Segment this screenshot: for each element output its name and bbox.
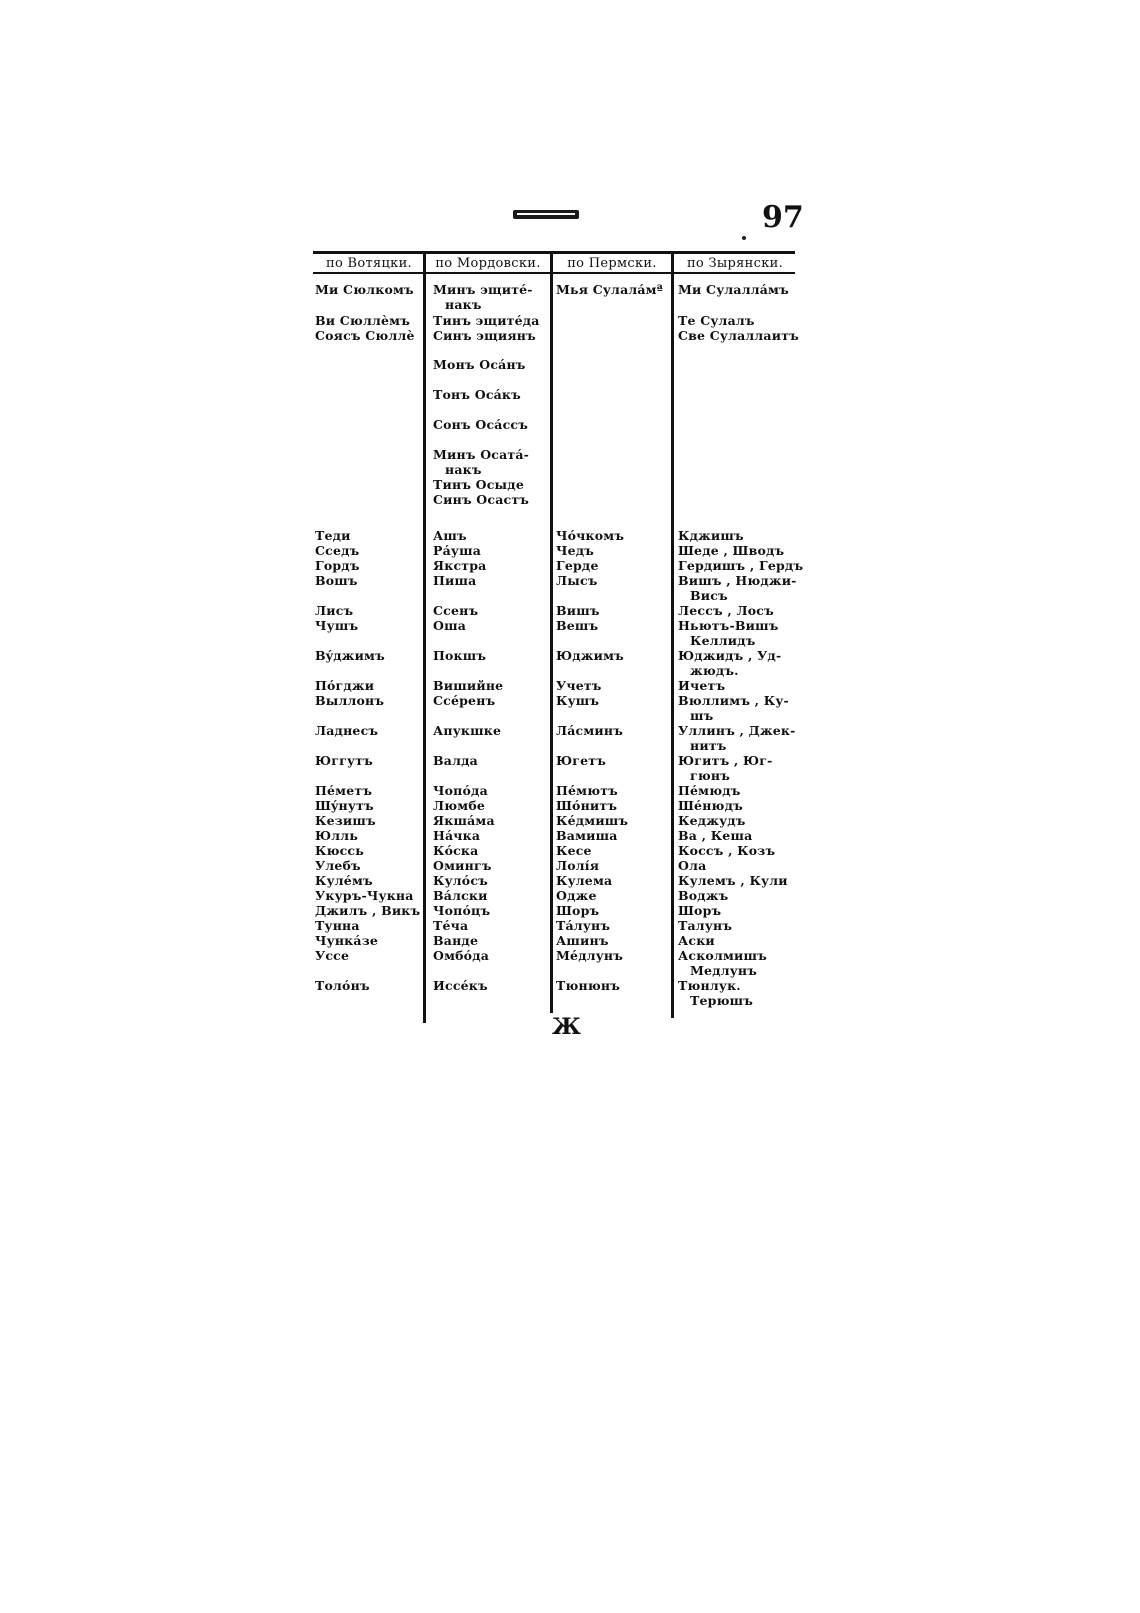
cell-votyak: Ладнесъ bbox=[315, 723, 379, 738]
cell-perm: Герде bbox=[556, 558, 599, 573]
cell-zyryan: Те Сулалъ bbox=[678, 313, 755, 328]
cell-mordva: Иссéкъ bbox=[433, 978, 488, 993]
cell-mordva: Якстра bbox=[433, 558, 487, 573]
cell-votyak: Юлль bbox=[315, 828, 358, 843]
cell-mordva: Чопóцъ bbox=[433, 903, 491, 918]
cell-mordva: Вáлски bbox=[433, 888, 488, 903]
cell-zyryan: Ми Сулаллáмъ bbox=[678, 282, 789, 297]
cell-mordva: Монъ Осáнъ bbox=[433, 357, 526, 372]
cell-mordva: Ашъ bbox=[433, 528, 467, 543]
cell-mordva: Минъ Осатá- bbox=[433, 447, 530, 462]
cell-perm: Кесе bbox=[556, 843, 592, 858]
cell-perm: Чедъ bbox=[556, 543, 595, 558]
cell-mordva: Валда bbox=[433, 753, 478, 768]
cell-zyryan: Асколмишъ bbox=[678, 948, 767, 963]
cell-perm: Учетъ bbox=[556, 678, 602, 693]
cell-mordva: Вишийне bbox=[433, 678, 504, 693]
cell-zyryan: Шéнюдъ bbox=[678, 798, 743, 813]
cell-mordva: Ванде bbox=[433, 933, 479, 948]
cell-zyryan: жюдъ. bbox=[690, 663, 739, 678]
cell-votyak: Кулéмъ bbox=[315, 873, 373, 888]
cell-zyryan: Аски bbox=[678, 933, 715, 948]
cell-perm: Чóчкомъ bbox=[556, 528, 625, 543]
cell-mordva: Синъ Осастъ bbox=[433, 492, 530, 507]
cell-zyryan: Вюллимъ , Ку- bbox=[678, 693, 789, 708]
cell-votyak: Тунна bbox=[315, 918, 360, 933]
cell-votyak: Соясъ Сюллè bbox=[315, 328, 415, 343]
cell-perm: Одже bbox=[556, 888, 597, 903]
cell-zyryan: Талунъ bbox=[678, 918, 733, 933]
cell-zyryan: гюнъ bbox=[690, 768, 731, 783]
cell-perm: Лысъ bbox=[556, 573, 598, 588]
column-divider bbox=[423, 253, 426, 1023]
cell-votyak: Пóгджи bbox=[315, 678, 375, 693]
page-number: 97 bbox=[762, 200, 804, 235]
cell-votyak: Гордъ bbox=[315, 558, 360, 573]
cell-zyryan: Гердишъ , Гердъ bbox=[678, 558, 804, 573]
cell-votyak: Выллонъ bbox=[315, 693, 385, 708]
cell-mordva: Ссéренъ bbox=[433, 693, 496, 708]
column-header-zyryan: по Зырянски. bbox=[686, 256, 784, 271]
cell-mordva: Тéча bbox=[433, 918, 469, 933]
cell-votyak: Ви Сюллèмъ bbox=[315, 313, 410, 328]
cell-zyryan: Медлунъ bbox=[690, 963, 758, 978]
cell-votyak: Теди bbox=[315, 528, 351, 543]
cell-votyak: Кезишъ bbox=[315, 813, 376, 828]
cell-perm: Тюнюнъ bbox=[556, 978, 621, 993]
cell-votyak: Ми Сюлкомъ bbox=[315, 282, 414, 297]
cell-perm: Шоръ bbox=[556, 903, 600, 918]
cell-mordva: Апукшке bbox=[433, 723, 502, 738]
cell-zyryan: Кджишъ bbox=[678, 528, 744, 543]
cell-zyryan: Ва , Кеша bbox=[678, 828, 753, 843]
cell-zyryan: Лессъ , Лосъ bbox=[678, 603, 774, 618]
cell-mordva: Оша bbox=[433, 618, 467, 633]
cell-zyryan: Юджидъ , Уд- bbox=[678, 648, 782, 663]
cell-votyak: Шýнутъ bbox=[315, 798, 374, 813]
cell-zyryan: Ичетъ bbox=[678, 678, 726, 693]
cell-mordva: Омбóда bbox=[433, 948, 490, 963]
cell-perm: Вамиша bbox=[556, 828, 618, 843]
column-divider bbox=[671, 253, 674, 1018]
cell-mordva: Чопóда bbox=[433, 783, 488, 798]
cell-mordva: накъ bbox=[445, 297, 482, 312]
column-header-votyak: по Вотяцки. bbox=[326, 256, 412, 271]
cell-zyryan: Уллинъ , Джек- bbox=[678, 723, 796, 738]
cell-zyryan: Висъ bbox=[690, 588, 728, 603]
cell-mordva: Кулóсъ bbox=[433, 873, 488, 888]
cell-votyak: Чункáзе bbox=[315, 933, 379, 948]
column-header-mordva: по Мордовски. bbox=[435, 256, 541, 271]
cell-zyryan: шъ bbox=[690, 708, 714, 723]
cell-votyak: Пéметъ bbox=[315, 783, 373, 798]
cell-votyak: Толóнъ bbox=[315, 978, 370, 993]
cell-perm: Пéмютъ bbox=[556, 783, 618, 798]
cell-perm: Кéдмишъ bbox=[556, 813, 629, 828]
cell-votyak: Вýджимъ bbox=[315, 648, 385, 663]
cell-votyak: Уссе bbox=[315, 948, 350, 963]
cell-votyak: Укуръ-Чукна bbox=[315, 888, 414, 903]
cell-zyryan: Пéмюдъ bbox=[678, 783, 741, 798]
column-header-perm: по Пермски. bbox=[567, 256, 657, 271]
cell-votyak: Джилъ , Викъ bbox=[315, 903, 421, 918]
cell-mordva: Тонъ Осáкъ bbox=[433, 387, 521, 402]
header-underline bbox=[313, 272, 795, 274]
cell-perm: Кушъ bbox=[556, 693, 600, 708]
cell-mordva: Тинъ эщитéда bbox=[433, 313, 540, 328]
cell-votyak: Лисъ bbox=[315, 603, 354, 618]
column-divider bbox=[550, 253, 553, 1013]
cell-votyak: Юггутъ bbox=[315, 753, 373, 768]
cell-mordva: Синъ эщиянъ bbox=[433, 328, 536, 343]
cell-zyryan: Воджъ bbox=[678, 888, 729, 903]
cell-zyryan: Шеде , Шводъ bbox=[678, 543, 785, 558]
cell-votyak: Улебъ bbox=[315, 858, 361, 873]
cell-perm: Лолíя bbox=[556, 858, 600, 873]
cell-perm: Лáсминъ bbox=[556, 723, 624, 738]
cell-zyryan: Све Сулаллаитъ bbox=[678, 328, 799, 343]
cell-mordva: накъ bbox=[445, 462, 482, 477]
cell-mordva: Пиша bbox=[433, 573, 477, 588]
cell-mordva: Ссенъ bbox=[433, 603, 479, 618]
cell-zyryan: Коссъ , Козъ bbox=[678, 843, 776, 858]
cell-zyryan: Шоръ bbox=[678, 903, 722, 918]
cell-zyryan: Терюшъ bbox=[690, 993, 754, 1008]
cell-zyryan: Ньютъ-Вишъ bbox=[678, 618, 779, 633]
cell-zyryan: Кулемъ , Кули bbox=[678, 873, 788, 888]
cell-zyryan: Ола bbox=[678, 858, 707, 873]
cell-mordva: Рáуша bbox=[433, 543, 482, 558]
cell-perm: Вишъ bbox=[556, 603, 600, 618]
cell-perm: Кулема bbox=[556, 873, 613, 888]
cell-votyak: Кюссь bbox=[315, 843, 364, 858]
cell-votyak: Чушъ bbox=[315, 618, 359, 633]
cell-zyryan: Тюнлук. bbox=[678, 978, 741, 993]
cell-mordva: Кóска bbox=[433, 843, 479, 858]
cell-perm: Мья Сулалáмª bbox=[556, 282, 664, 297]
cell-zyryan: Югитъ , Юг- bbox=[678, 753, 773, 768]
cell-perm: Вешъ bbox=[556, 618, 599, 633]
cell-perm: Шóнитъ bbox=[556, 798, 618, 813]
cell-zyryan: Вишъ , Нюджи- bbox=[678, 573, 797, 588]
cell-perm: Тáлунъ bbox=[556, 918, 611, 933]
cell-mordva: Покшъ bbox=[433, 648, 487, 663]
page-mark bbox=[742, 236, 746, 240]
cell-perm: Юджимъ bbox=[556, 648, 624, 663]
cell-zyryan: Кеджудъ bbox=[678, 813, 746, 828]
cell-mordva: Тинъ Осыде bbox=[433, 477, 524, 492]
cell-perm: Ашинъ bbox=[556, 933, 609, 948]
cell-votyak: Вошъ bbox=[315, 573, 358, 588]
signature-mark: Ж bbox=[552, 1014, 581, 1040]
cell-mordva: Минъ эщитé- bbox=[433, 282, 533, 297]
cell-mordva: Нáчка bbox=[433, 828, 481, 843]
cell-mordva: Люмбе bbox=[433, 798, 486, 813]
cell-perm: Югетъ bbox=[556, 753, 607, 768]
cell-zyryan: нитъ bbox=[690, 738, 727, 753]
table-top-rule bbox=[313, 251, 795, 254]
cell-zyryan: Келлидъ bbox=[690, 633, 756, 648]
header-ornament bbox=[513, 210, 579, 219]
cell-votyak: Сседъ bbox=[315, 543, 360, 558]
cell-mordva: Омингъ bbox=[433, 858, 492, 873]
cell-mordva: Якшáма bbox=[433, 813, 495, 828]
cell-mordva: Сонъ Осáссъ bbox=[433, 417, 528, 432]
cell-perm: Мéдлунъ bbox=[556, 948, 624, 963]
